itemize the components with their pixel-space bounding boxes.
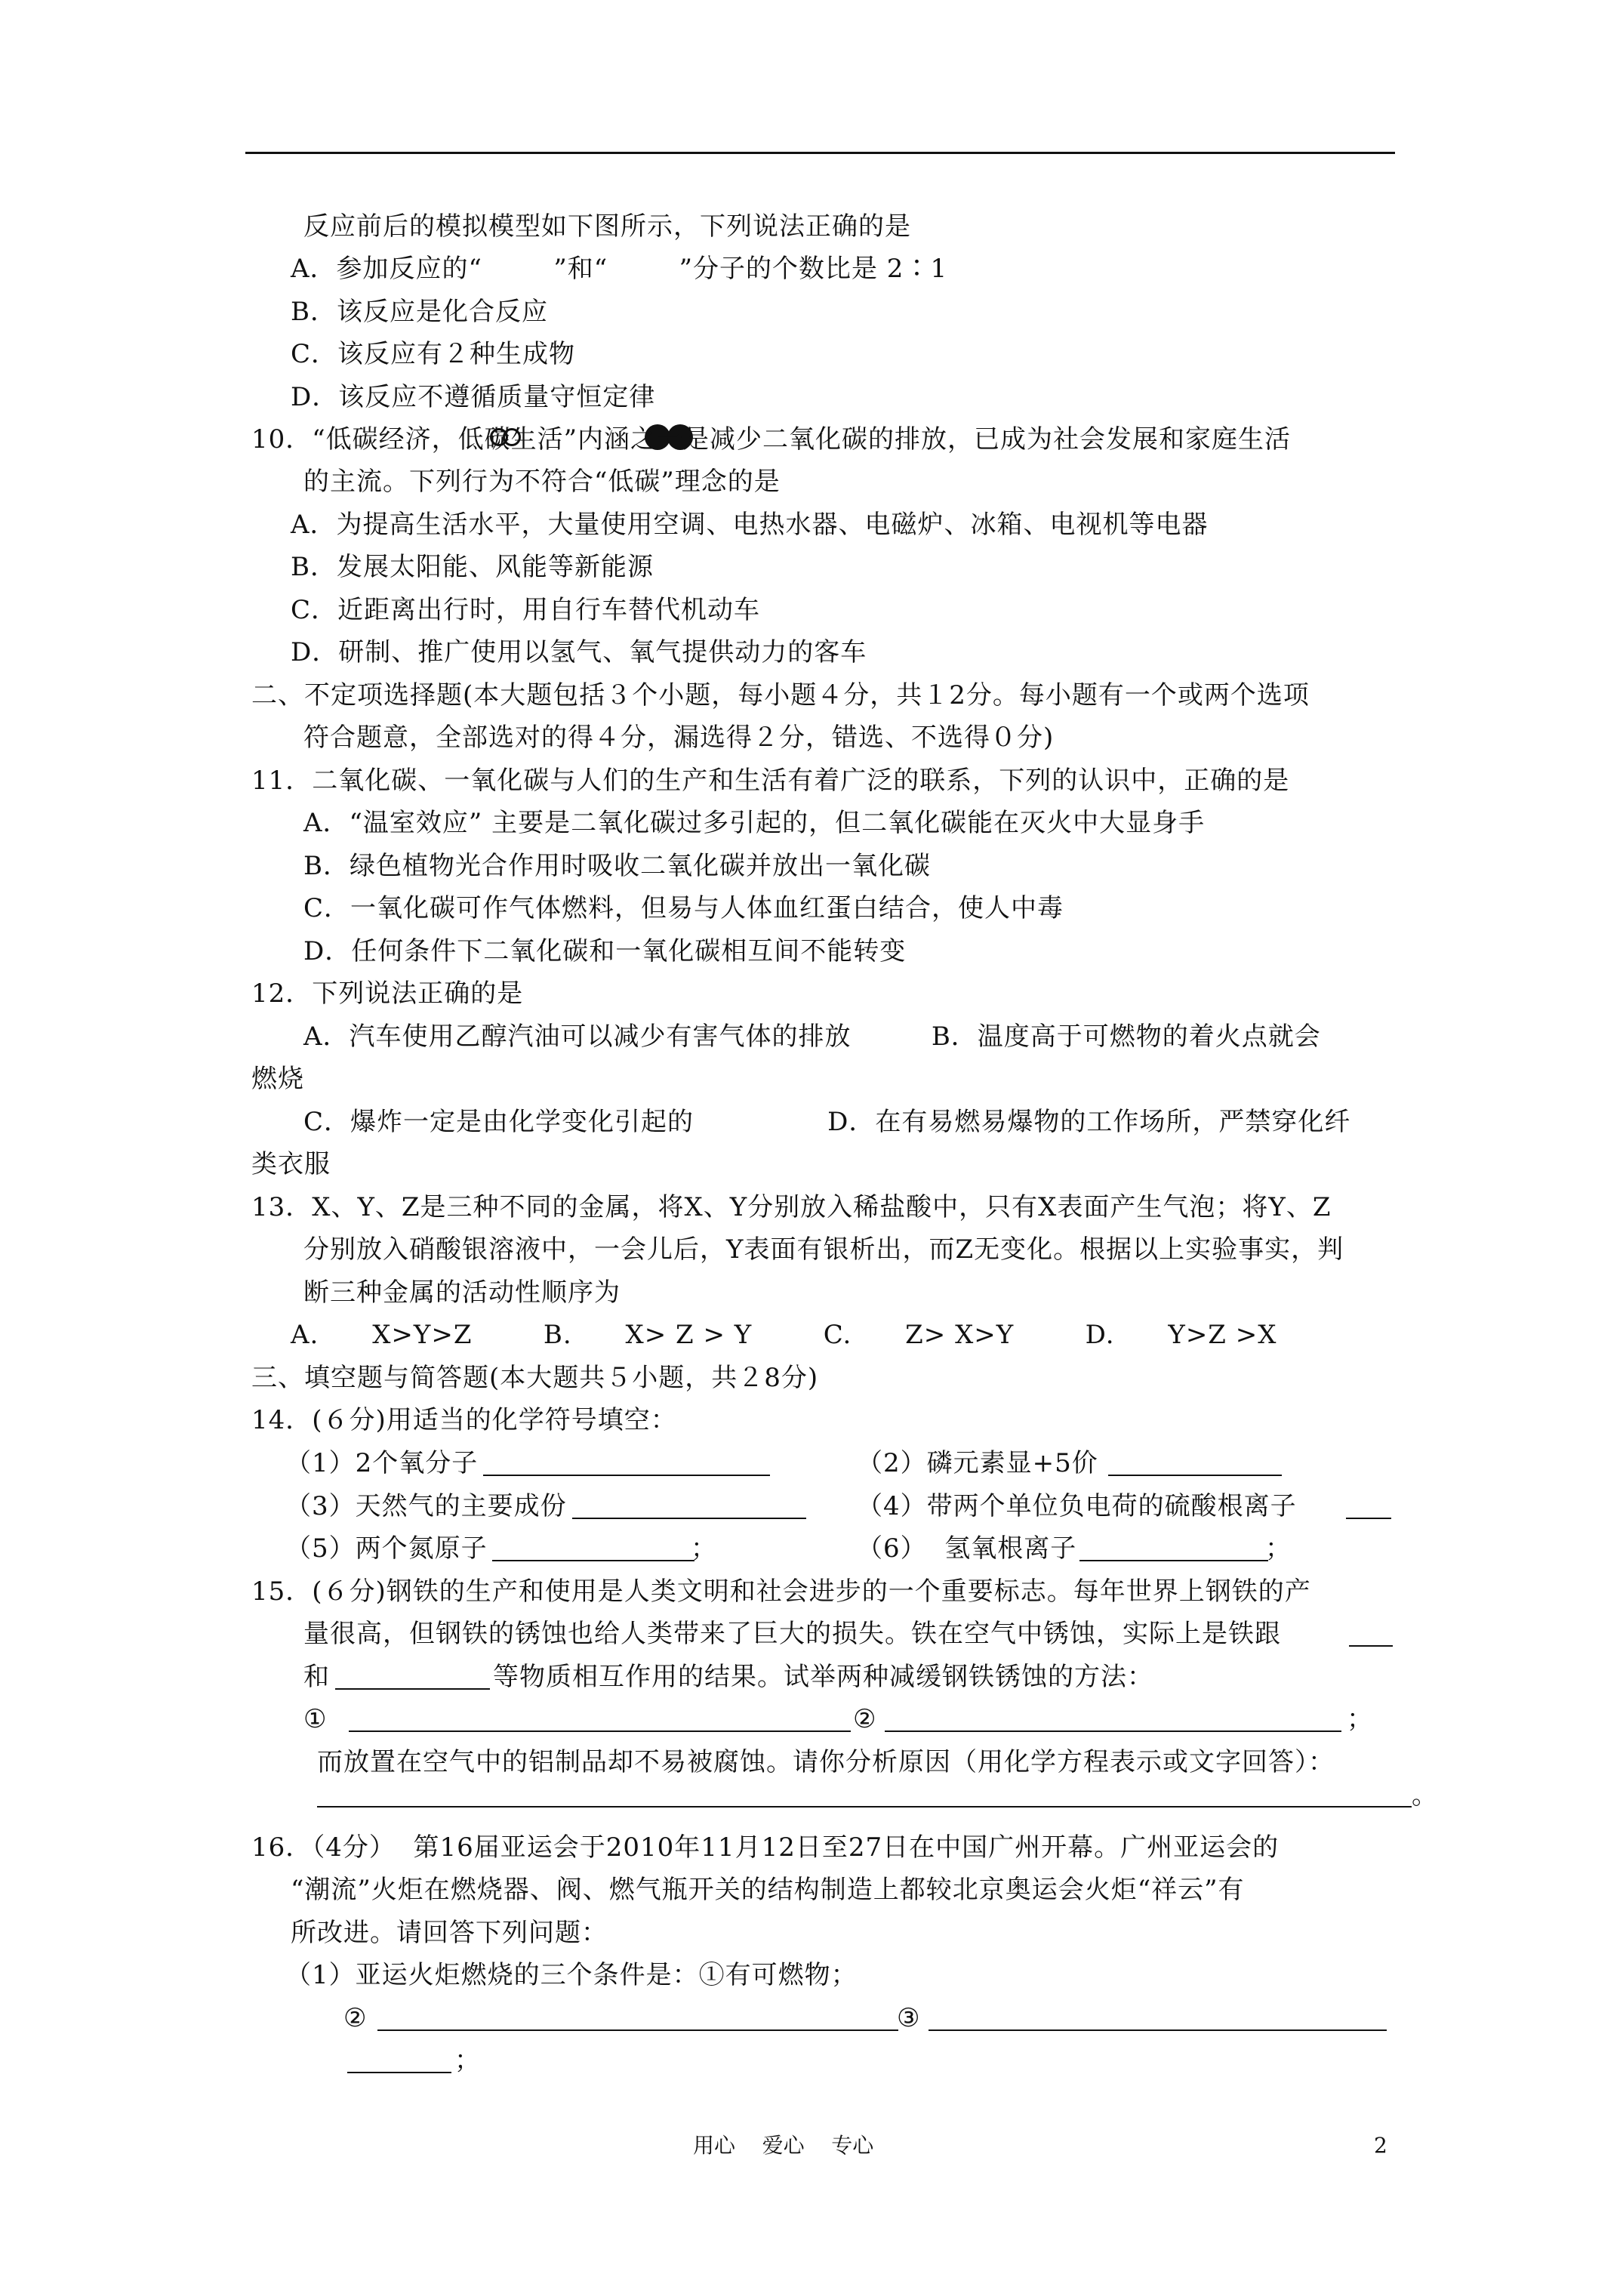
q15-blank-2[interactable] (335, 1688, 490, 1690)
q14-item-5: （5）两个氮原子 (285, 1533, 488, 1564)
q16-answer-end: ； (454, 2045, 481, 2076)
q15-blank-4[interactable] (885, 1730, 1341, 1732)
section-3-heading: 三、填空题与简答题(本大题共５小题，共２8分) (251, 1363, 819, 1393)
question-16-title: 16．（4分） 第16届亚运会于2010年11月12日至27日在中国广州开幕。广州亚运会的 (251, 1832, 1280, 1863)
q9-option-c: C．该反应有２种生成物 (291, 339, 576, 369)
q15-answer-2-label: ② (853, 1704, 877, 1734)
question-13-title: 13．X、Y、Z是三种不同的金属，将X、Y分别放入稀盐酸中，只有X表面产生气泡；将Y、Z (251, 1192, 1332, 1222)
question-15-line-3b: 等物质相互作用的结果。试举两种减缓钢铁锈蚀的方法： (493, 1662, 1153, 1692)
q10-option-d: D．研制、推广使用以氢气、氧气提供动力的客车 (291, 637, 867, 667)
q12-option-d-cont: 类衣服 (251, 1149, 331, 1179)
question-9-stem: 反应前后的模拟模型如下图所示，下列说法正确的是 (303, 211, 911, 242)
q11-option-d: D．任何条件下二氧化碳和一氧化碳相互间不能转变 (303, 936, 907, 966)
question-10-title-cont: 的主流。下列行为不符合“低碳”理念的是 (303, 467, 781, 497)
q13-options: A. X>Y>Z B. X> Z > Y C. Z> X>Y D. Y>Z >X (291, 1320, 1277, 1350)
q14-blank-1[interactable] (483, 1475, 770, 1476)
q9-option-a: A．参加反应的“ ”和“ ”分子的个数比是 2∶1 (291, 254, 948, 284)
question-10-title: 10．“低碳经济，低碳生活”内涵之一是减少二氧化碳的排放，已成为社会发展和家庭生活 (251, 424, 1292, 455)
q9-option-b: B．该反应是化合反应 (291, 297, 548, 327)
q12-option-b-cont: 燃烧 (251, 1064, 304, 1094)
question-15-line-3a: 和 (303, 1662, 330, 1692)
question-12-title: 12．下列说法正确的是 (251, 978, 524, 1009)
q14-item-6-end: ； (1265, 1533, 1292, 1564)
question-16-line-3: 所改进。请回答下列问题： (291, 1918, 608, 1948)
q14-blank-2[interactable] (1108, 1475, 1282, 1476)
question-16-line-2: “潮流”火炬在燃烧器、阀、燃气瓶开关的结构制造上都较北京奥运会火炬“祥云”有 (291, 1875, 1245, 1905)
q12-options-cd: C．爆炸一定是由化学变化引起的 D．在有易燃易爆物的工作场所，严禁穿化纤 (303, 1107, 1351, 1137)
q16-item-1: （1）亚运火炬燃烧的三个条件是：①有可燃物； (285, 1960, 858, 1990)
question-11-title: 11．二氧化碳、一氧化碳与人们的生产和生活有着广泛的联系，下列的认识中，正确的是 (251, 766, 1290, 796)
q10-option-a: A．为提高生活水平，大量使用空调、电热水器、电磁炉、冰箱、电视机等电器 (291, 510, 1209, 540)
q11-option-a: A．“温室效应” 主要是二氧化碳过多引起的，但二氧化碳能在灭火中大显身手 (303, 808, 1206, 838)
section-2-heading: 二、不定项选择题(本大题包括３个小题，每小题４分，共１2分。每小题有一个或两个选项 (251, 680, 1310, 710)
q10-option-b: B．发展太阳能、风能等新能源 (291, 552, 654, 582)
q14-item-2: （2）磷元素显+5价 (857, 1448, 1098, 1478)
q14-item-6: （6） 氢氧根离子 (857, 1533, 1077, 1564)
question-15-line-2: 量很高，但钢铁的锈蚀也给人类带来了巨大的损失。铁在空气中锈蚀，实际上是铁跟 (303, 1619, 1281, 1649)
header-rule (245, 152, 1395, 154)
q10-option-c: C．近距离出行时，用自行车替代机动车 (291, 595, 761, 625)
footer-motto: 用心 爱心 专心 (693, 2133, 874, 2158)
q14-item-5-end: ； (691, 1533, 717, 1564)
q14-blank-4[interactable] (1346, 1518, 1391, 1519)
q16-answer-3-label: ③ (897, 2003, 921, 2033)
q14-blank-5[interactable] (492, 1560, 694, 1561)
q11-option-c: C．一氧化碳可作气体燃料，但易与人体血红蛋白结合，使人中毒 (303, 893, 1064, 923)
question-13-title-cont2: 断三种金属的活动性顺序为 (303, 1277, 621, 1308)
q9-option-d: D．该反应不遵循质量守恒定律 (291, 382, 656, 412)
question-14-title: 14．(６分)用适当的化学符号填空： (251, 1405, 677, 1435)
q14-blank-3[interactable] (572, 1518, 806, 1519)
q15-blank-3[interactable] (349, 1730, 851, 1732)
question-15-title: 15．(６分)钢铁的生产和使用是人类文明和社会进步的一个重要标志。每年世界上钢铁的产 (251, 1576, 1311, 1607)
page-number: 2 (1374, 2133, 1387, 2158)
q16-blank-3[interactable] (347, 2072, 451, 2073)
q14-item-3: （3）天然气的主要成份 (285, 1491, 567, 1521)
q16-answer-2-label: ② (343, 2003, 368, 2033)
q14-item-1: （1）2个氧分子 (285, 1448, 479, 1478)
q16-blank-1[interactable] (377, 2029, 898, 2031)
q14-item-4: （4）带两个单位负电荷的硫酸根离子 (857, 1491, 1297, 1521)
q16-blank-2[interactable] (929, 2029, 1387, 2031)
q15-blank-1[interactable] (1349, 1645, 1393, 1647)
q15-answer-1-label: ① (303, 1704, 328, 1734)
q11-option-b: B．绿色植物光合作用时吸收二氧化碳并放出一氧化碳 (303, 851, 931, 881)
question-15-line-5: 而放置在空气中的铝制品却不易被腐蚀。请你分析原因（用化学方程表示或文字回答）： (317, 1747, 1335, 1777)
q12-options-ab: A．汽车使用乙醇汽油可以减少有害气体的排放 B．温度高于可燃物的着火点就会 (303, 1022, 1321, 1052)
q15-answer-2-end: ； (1347, 1704, 1373, 1734)
q15-blank-5[interactable] (317, 1806, 1412, 1808)
section-2-heading-cont: 符合题意，全部选对的得４分，漏选得２分，错选、不选得０分) (303, 723, 1055, 753)
q15-answer-end: 。 (1412, 1780, 1438, 1811)
q14-blank-6[interactable] (1079, 1560, 1268, 1561)
question-13-title-cont: 分别放入硝酸银溶液中，一会儿后，Y表面有银析出，而Z无变化。根据以上实验事实，判 (303, 1234, 1344, 1265)
